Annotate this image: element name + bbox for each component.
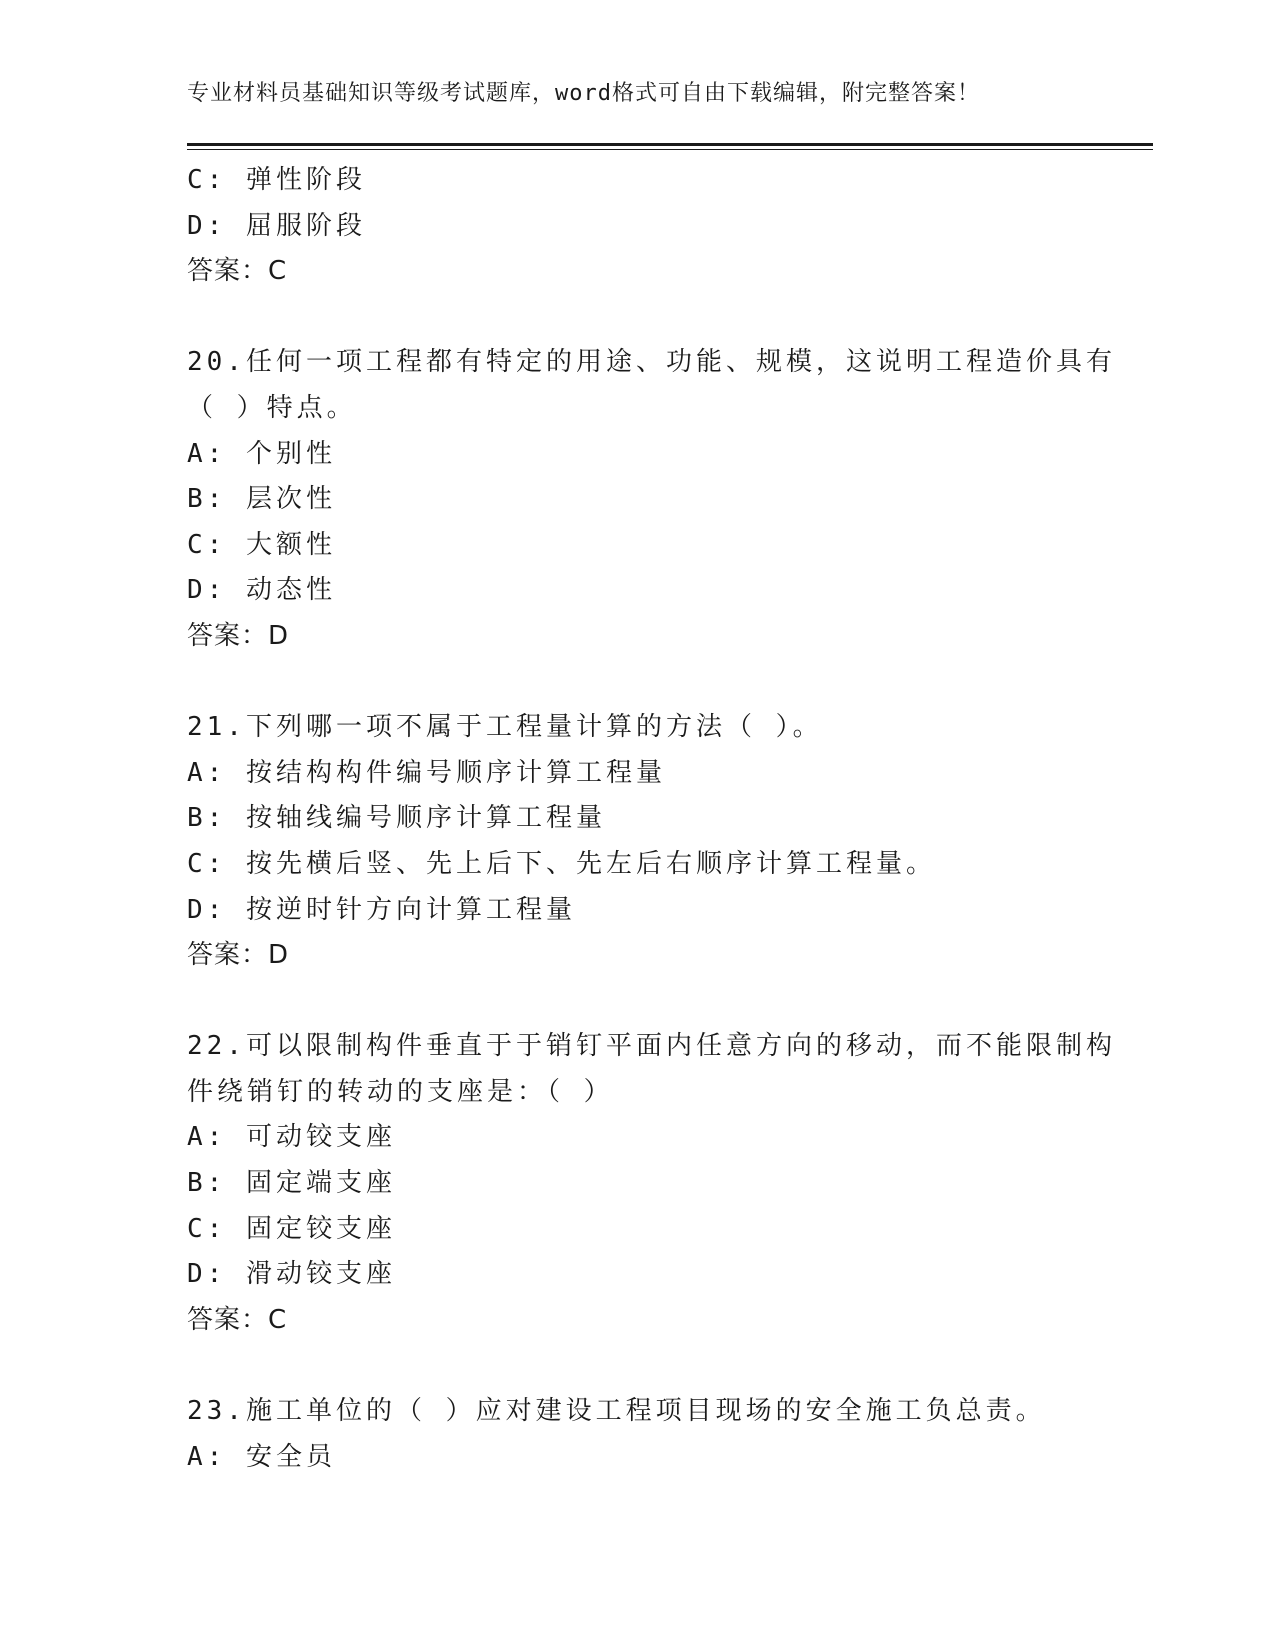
option-c: C: 大额性 [187, 529, 336, 560]
option-d: D: 滑动铰支座 [187, 1259, 396, 1290]
question-21 [187, 705, 1127, 979]
page-header: 专业材料员基础知识等级考试题库，word格式可自由下载编辑，附完整答案！ [187, 81, 980, 106]
option-a: A: 个别性 [187, 438, 336, 469]
question-23 [187, 1389, 1127, 1480]
answer-line: 答案：D [187, 940, 290, 971]
spacer [187, 979, 1127, 1025]
option-b: B: 固定端支座 [187, 1168, 396, 1199]
question-stem: （ ）特点。 [187, 392, 357, 423]
option-b: B: 层次性 [187, 484, 336, 515]
answer-line: 答案：D [187, 620, 290, 651]
option-d: D: 按逆时针方向计算工程量 [187, 894, 576, 925]
option-d: D: 屈服阶段 [187, 210, 366, 241]
question-stem: 21.下列哪一项不属于工程量计算的方法（ ）。 [187, 712, 823, 743]
question-stem: 20.任何一项工程都有特定的用途、功能、规模，这说明工程造价具有 [187, 347, 1116, 378]
spacer [187, 660, 1127, 706]
question-22 [187, 1024, 1127, 1343]
spacer [187, 295, 1127, 341]
question-stem: 23.施工单位的（ ）应对建设工程项目现场的安全施工负总责。 [187, 1396, 1046, 1427]
answer-line: 答案：C [187, 256, 288, 287]
option-c: C: 弹性阶段 [187, 165, 366, 195]
spacer [187, 1343, 1127, 1389]
header-rule-thick [187, 143, 1153, 146]
question-stem: 22.可以限制构件垂直于于销钉平面内任意方向的移动，而不能限制构 [187, 1031, 1116, 1062]
option-c: C: 固定铰支座 [187, 1213, 396, 1244]
option-b: B: 按轴线编号顺序计算工程量 [187, 803, 606, 834]
question-19-tail [187, 158, 1127, 295]
question-stem: 件绕销钉的转动的支座是：（ ） [187, 1076, 614, 1107]
header-rule-thin [187, 149, 1153, 150]
option-a: A: 按结构构件编号顺序计算工程量 [187, 757, 666, 788]
option-c: C: 按先横后竖、先上后下、先左后右顺序计算工程量。 [187, 848, 936, 879]
document-body [187, 158, 1127, 1480]
option-a: A: 安全员 [187, 1441, 336, 1472]
answer-line: 答案：C [187, 1304, 288, 1335]
option-d: D: 动态性 [187, 575, 336, 606]
option-a: A: 可动铰支座 [187, 1122, 396, 1153]
question-20 [187, 340, 1127, 659]
